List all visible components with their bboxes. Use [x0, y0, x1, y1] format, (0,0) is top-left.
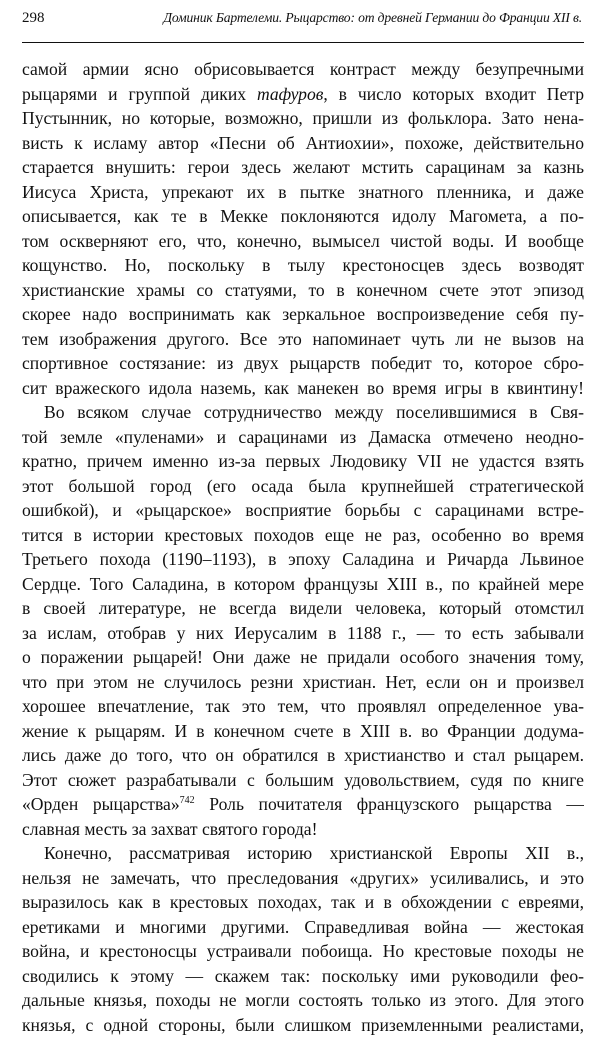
text-line: самой армии ясно обрисовывается контраст между безупречными	[22, 57, 584, 82]
text-line: христианские храмы со статуями, то в конечном счете этот эпизод	[22, 278, 584, 303]
line-rest-text: Роль почитателя французского рыцарства —	[209, 794, 584, 814]
text-line: война, и крестоносцы устраивали побоища. Но крестовые походы не	[22, 939, 584, 964]
book-title-text: «Орден рыцарства»	[22, 794, 180, 814]
text-line: хорошее впечатление, так это тем, что проявлял определенное ува-	[22, 694, 584, 719]
text-line: висть к исламу автор «Песни об Антиохии», похоже, действительно	[22, 131, 584, 156]
text-line: сводились к этому — скажем так: поскольку ими руководили фео-	[22, 964, 584, 989]
page-number: 298	[22, 10, 45, 27]
paragraph-2	[22, 400, 584, 841]
text-line: этот большой город (его осада была крупнейшей стратегической	[22, 474, 584, 499]
text-line: сит вражеского идола наземь, как манекен во время игры в квинтину!	[22, 376, 584, 401]
text-line: тем изображения другого. Все это напоминает чуть ли не вызов на	[22, 327, 584, 352]
text-line: Этот сюжет разрабатывали с большим удовольствием, судя по книге	[22, 768, 584, 793]
text-line: Пустынник, но которые, возможно, пришли из фольклора. Зато нена-	[22, 106, 584, 131]
text-line-with-footnote	[22, 792, 584, 817]
text-line: тится в истории крестовых походов еще не раз, особенно во время	[22, 523, 584, 548]
text-line: дальные князья, походы не могли состоять только из этого. Для этого	[22, 988, 584, 1013]
paragraph-3	[22, 841, 584, 1037]
text-line: князья, с одной стороны, были слишком приземленными реалистами,	[22, 1013, 584, 1037]
text-line: кощунство. Но, поскольку в тылу крестоносцев здесь возводят	[22, 253, 584, 278]
text-line: о поражении рыцарей! Они даже не придали особого значения тому,	[22, 645, 584, 670]
text-line: Третьего похода (1190–1193), в эпоху Саладина и Ричарда Львиное	[22, 547, 584, 572]
text-line: Во всяком случае сотрудничество между поселившимися в Свя-	[22, 400, 584, 425]
text-line: жение к рыцарям. И в конечном счете в XIII в. во Франции додума-	[22, 719, 584, 744]
text-line: выразилось как в крестовых походах, так и в обхождении с евреями,	[22, 890, 584, 915]
page-body	[22, 57, 584, 1037]
text-line: за ислам, отобрав у них Иерусалим в 1188 г., — то есть забывали	[22, 621, 584, 646]
text-line: Сердце. Того Саладина, в котором французы XIII в., по крайней мере	[22, 572, 584, 597]
page-header	[22, 10, 584, 43]
text-line: ошибкой), и «рыцарское» восприятие борьбы с сарацинами встре-	[22, 498, 584, 523]
text-line: скорее надо воспринимать как зеркальное воспроизведение себя пу-	[22, 302, 584, 327]
text-line: Иисуса Христа, упрекают их в пытке знатного пленника, и даже	[22, 180, 584, 205]
text-line: спортивное состязание: из двух рыцарств победит то, которое сбро-	[22, 351, 584, 376]
text-line: еретиками и многими другими. Справедливая война — жестокая	[22, 915, 584, 940]
text-line: Конечно, рассматривая историю христианской Европы XII в.,	[22, 841, 584, 866]
text-line: той земле «пуленами» и сарацинами из Дамаска отмечено неодно-	[22, 425, 584, 450]
text-line: рыцарями и группой диких тафуров, в число которых входит Петр	[22, 82, 584, 107]
text-line: славная месть за захват святого города!	[22, 817, 584, 842]
text-line: лись даже до того, что он обратился в христианство и стал рыцарем.	[22, 743, 584, 768]
text-line: том оскверняют его, что, конечно, вымысел чистой воды. И вообще	[22, 229, 584, 254]
running-head: Доминик Бартелеми. Рыцарство: от древней Германии до Франции XII в.	[163, 10, 582, 26]
paragraph-1	[22, 57, 584, 400]
italic-term: тафуров	[257, 84, 323, 104]
footnote-ref[interactable]: 742	[180, 795, 195, 806]
text-line: в своей литературе, не всегда видели человека, который отомстил	[22, 596, 584, 621]
text-line: что при этом не случилось резни христиан. Нет, если он и произвел	[22, 670, 584, 695]
text-line: старается внушить: герои здесь желают мстить сарацинам за казнь	[22, 155, 584, 180]
text-line: нельзя не замечать, что преследования «других» усиливались, и это	[22, 866, 584, 891]
book-page	[22, 10, 584, 1037]
text-line: кратно, причем именно из-за первых Людовику VII не удастся взять	[22, 449, 584, 474]
text-line: описывается, как те в Мекке поклоняются идолу Магомета, а по-	[22, 204, 584, 229]
